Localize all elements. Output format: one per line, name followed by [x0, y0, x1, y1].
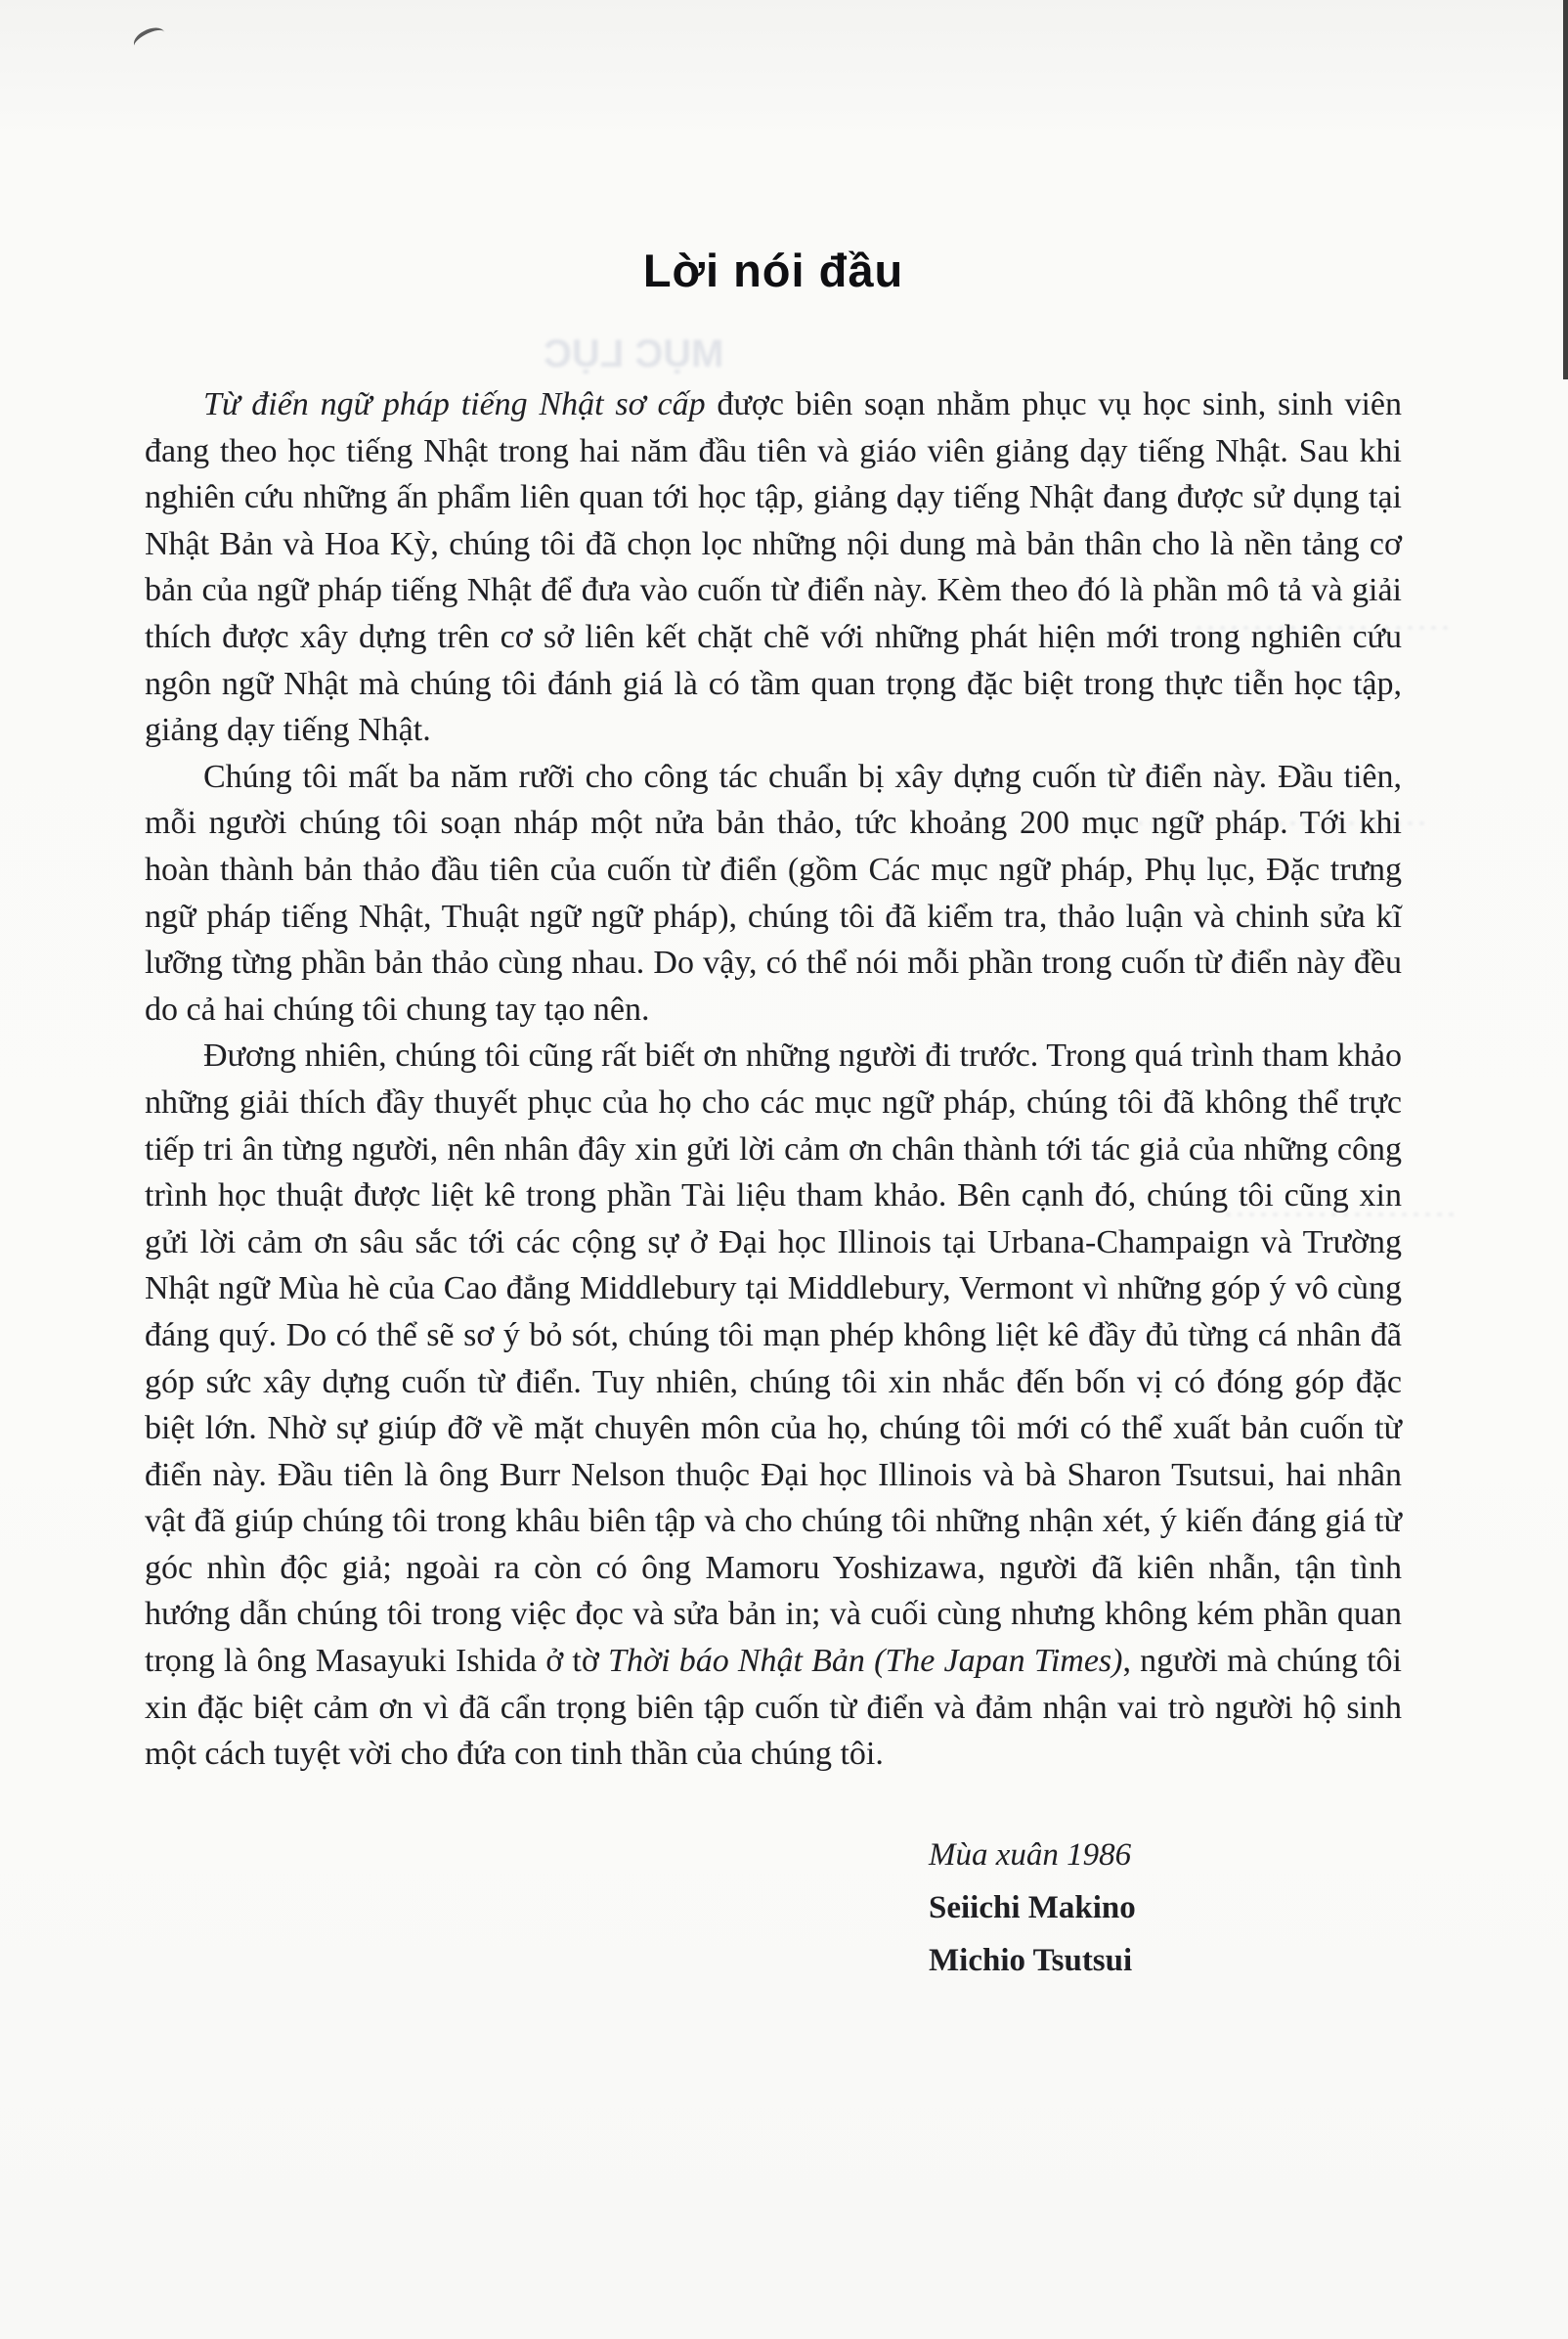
page-title: Lời nói đầu	[642, 244, 904, 296]
paragraph-text: Đương nhiên, chúng tôi cũng rất biết ơn những người đi trước. Trong quá trình tham khảo những giải thích đầy thuyết phục của họ cho các mục ngữ pháp, chúng tôi đã không thể trực tiếp tri ân từng người, nên nhân đây xin gửi lời cảm ơn chân thành tới tác giả của những công trình học thuật được liệt kê trong phần Tài liệu tham khảo. Bên cạnh đó, chúng tôi cũng xin gửi lời cảm ơn sâu sắc tới các cộng sự ở Đại học Illinois tại Urbana-Champaign và Trường Nhật ngữ Mùa hè của Cao đẳng Middlebury tại Middlebury, Vermont vì những góp ý vô cùng đáng quý. Do có thể sẽ sơ ý bỏ sót, chúng tôi mạn phép không liệt kê đầy đủ từng cá nhân đã góp sức xây dựng cuốn từ điển. Tuy nhiên, chúng tôi xin nhắc đến bốn vị có đóng góp đặc biệt lớn. Nhờ sự giúp đỡ về mặt chuyên môn của họ, chúng tôi mới có thể xuất bản cuốn từ điển này. Đầu tiên là ông Burr Nelson thuộc Đại học Illinois và bà Sharon Tsutsui, hai nhân vật đã giúp chúng tôi trong khâu biên tập và cho chúng tôi những nhận xét, ý kiến đáng giá từ góc nhìn độc giả; ngoài ra còn có ông Mamoru Yoshizawa, người đã kiên nhẫn, tận tình hướng dẫn chúng tôi trong việc đọc và sửa bản in; và cuối cùng nhưng không kém phần quan trọng là ông Masayuki Ishida ở tờ	[145, 1037, 1402, 1680]
page-content	[145, 0, 1402, 1987]
paragraph	[145, 381, 1402, 754]
scan-edge-line	[1563, 0, 1568, 379]
signature-block	[929, 1829, 1402, 1987]
japan-times-italic: Thời báo Nhật Bản (The Japan Times)	[608, 1643, 1123, 1680]
paragraph-text: được biên soạn nhằm phục vụ học sinh, sinh viên đang theo học tiếng Nhật trong hai năm đầu tiên và giáo viên giảng dạy tiếng Nhật. Sau khi nghiên cứu những ấn phẩm liên quan tới học tập, giảng dạy tiếng Nhật đang được sử dụng tại Nhật Bản và Hoa Kỳ, chúng tôi đã chọn lọc những nội dung mà bản thân cho là nền tảng cơ bản của ngữ pháp tiếng Nhật để đưa vào cuốn từ điển này. Kèm theo đó là phần mô tả và giải thích được xây dựng trên cơ sở liên kết chặt chẽ với những phát hiện mới trong nghiên cứu ngôn ngữ Nhật mà chúng tôi đánh giá là có tầm quan trọng đặc biệt trong thực tiễn học tập, giảng dạy tiếng Nhật.	[145, 386, 1403, 749]
preface-body	[145, 381, 1402, 1778]
signature-author-1: Seiichi Makino	[929, 1889, 1136, 1925]
paragraph-text: , người mà chúng tôi xin đặc biệt cảm ơn vì đã cẩn trọng biên tập cuốn từ điển và đảm nhận vai trò người hộ sinh một cách tuyệt vời cho đứa con tinh thần của chúng tôi.	[145, 1643, 1403, 1773]
paragraph	[145, 1033, 1402, 1778]
paragraph	[145, 754, 1402, 1034]
paragraph-text: Chúng tôi mất ba năm rưỡi cho công tác chuẩn bị xây dựng cuốn từ điển này. Đầu tiên, mỗi người chúng tôi soạn nháp một nửa bản thảo, tức khoảng 200 mục ngữ pháp. Tới khi hoàn thành bản thảo đầu tiên của cuốn từ điển (gồm Các mục ngữ pháp, Phụ lục, Đặc trưng ngữ pháp tiếng Nhật, Thuật ngữ ngữ pháp), chúng tôi đã kiểm tra, thảo luận và chinh sửa kĩ lưỡng từng phần bản thảo cùng nhau. Do vậy, có thể nói mỗi phần trong cuốn từ điển này đều do cả hai chúng tôi chung tay tạo nên.	[145, 758, 1402, 1028]
book-title-italic: Từ điển ngữ pháp tiếng Nhật sơ cấp	[203, 386, 706, 423]
signature-author-2: Michio Tsutsui	[929, 1942, 1133, 1978]
signature-date: Mùa xuân 1986	[929, 1836, 1132, 1873]
bleedthrough-text: MỤC LỤC	[544, 332, 724, 375]
